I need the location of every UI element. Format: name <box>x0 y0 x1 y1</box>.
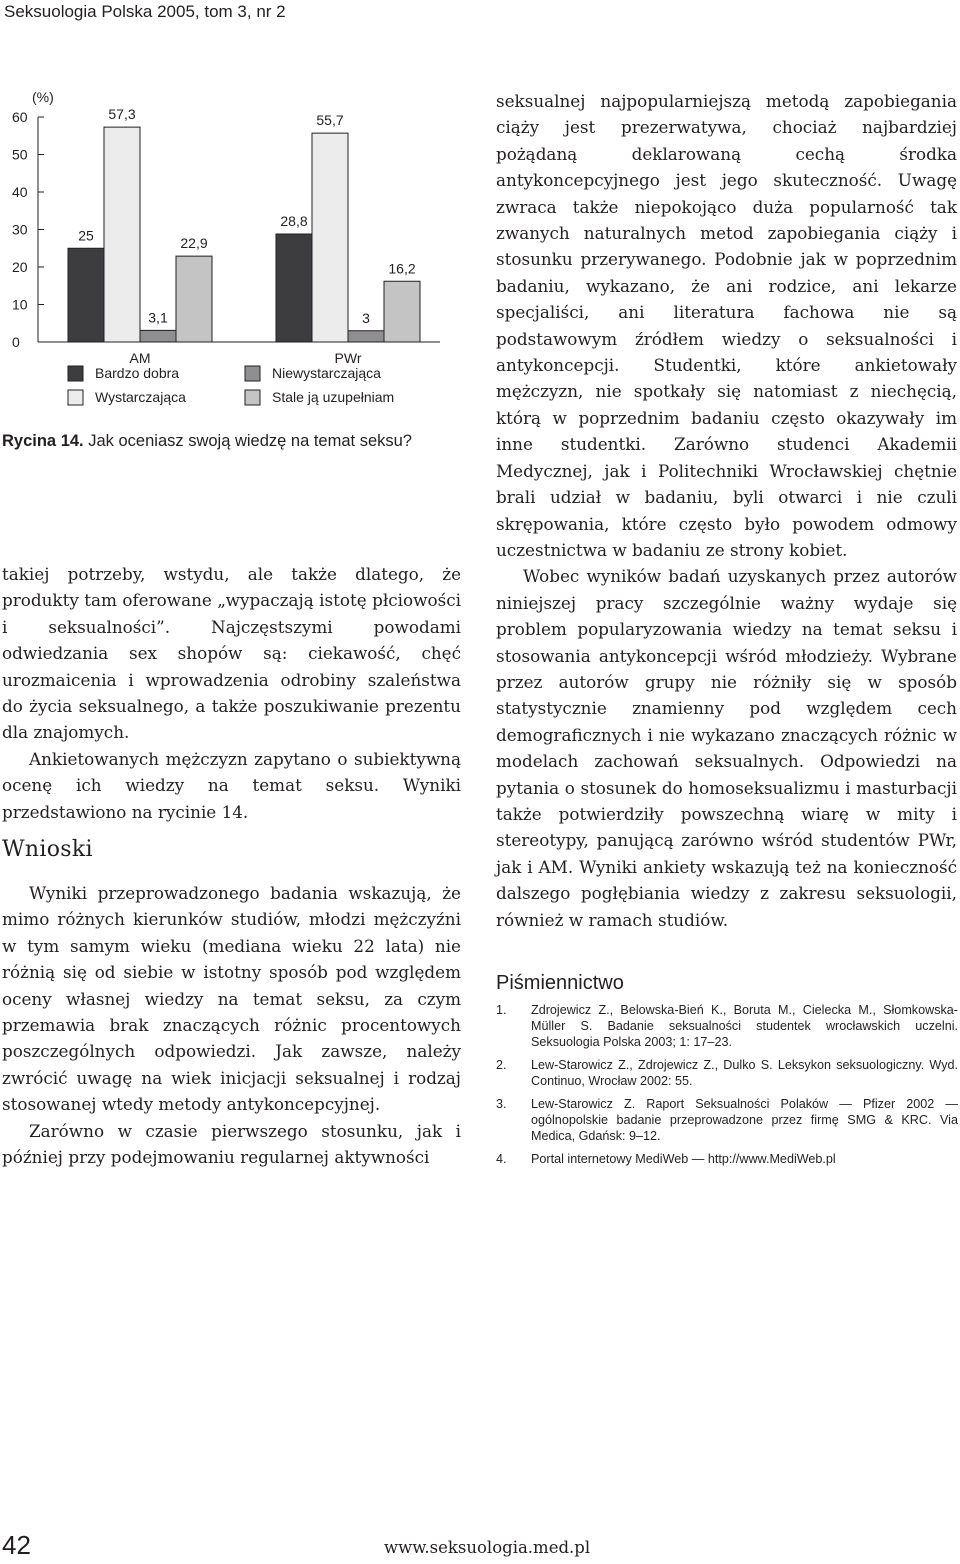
bar <box>312 133 348 342</box>
reference-number: 1. <box>496 1003 507 1017</box>
bar <box>68 248 104 342</box>
reference-text: Zdrojewicz Z., Belowska-Bień K., Boruta M., Cielecka M., Słomkowska-Müller S. Badanie seksualności studentek wrocławskich uczelni. Seksuologia Polska 2003; 1: 17–23. <box>531 1003 958 1049</box>
y-tick-label: 60 <box>12 109 28 125</box>
references-heading: Piśmiennictwo <box>496 972 624 994</box>
figure-caption <box>2 432 412 451</box>
bar-value-label: 55,7 <box>316 112 344 129</box>
reference-item <box>496 1002 958 1050</box>
left-column-top <box>2 561 461 825</box>
reference-text: Portal internetowy MediWeb — http://www.MediWeb.pl <box>531 1152 836 1166</box>
bar-chart <box>0 82 480 422</box>
body-paragraph: Zarówno w czasie pierwszego stosunku, jak i później przy podejmowaniu regularnej aktywności <box>2 1120 461 1168</box>
footer-url[interactable]: www.seksuologia.med.pl <box>384 1538 591 1557</box>
legend-swatch <box>68 366 83 381</box>
bar <box>384 281 420 342</box>
right-column <box>496 88 957 933</box>
body-paragraph: Ankietowanych mężczyzn zapytano o subiektywną ocenę ich wiedzy na temat seksu. Wyniki przedstawiono na rycinie 14. <box>2 748 461 822</box>
body-paragraph: seksualnej najpopularniejszą metodą zapobiegania ciąży jest prezerwatywa, chociaż najbardziej pożądaną deklarowaną cechą środka antykoncepcyjnego jest jego skuteczność. Uwagę zwraca także niepokojąco duża popularność tak zwanych naturalnych metod zapobiegania ciąży i stosunku przerywanego. Podobnie jak w poprzednim badaniu, wykazano, że ani rodzice, ani lekarze specjaliści, ani literatura fachowa nie są podstawowym źródłem wiedzy o seksualności i antykoncepcji. Studentki, które ankietowały mężczyzn, nie spotkały się natomiast z niechęcią, którą w poprzednim badaniu często okazywały im inne studentki. Zarówno studenci Akademii Medycznej, jak i Politechniki Wrocławskiej chętnie brali udział w badaniu, byli otwarci i nie czuli skrępowania, które często było powodem odmowy uczestnictwa w badaniu ze strony kobiet. <box>496 91 957 560</box>
bar <box>176 256 212 342</box>
reference-list <box>496 1002 958 1174</box>
x-category-label: PWr <box>334 350 362 366</box>
section-heading: Wnioski <box>2 837 93 862</box>
y-tick-label: 40 <box>12 184 28 200</box>
y-axis-unit: (%) <box>32 89 54 105</box>
running-head: Seksuologia Polska 2005, tom 3, nr 2 <box>4 2 286 21</box>
bar <box>348 331 384 342</box>
body-paragraph: Wobec wyników badań uzyskanych przez autorów niniejszej pracy szczególnie ważny wydaje się problem popularyzowania wiedzy na temat seksu i stosowania antykoncepcji wśród młodzieży. Wybrane przez autorów grupy nie różniły się w sposób statystycznie znamienny pod względem cech demograficznych i nie wykazano znaczących różnic w modelach zachowań seksualnych. Odpowiedzi na pytania o stosunek do homoseksualizmu i masturbacji także potwierdziły powszechną wiarę w mity i stereotypy, panującą zarówno wśród studentów PWr, jak i AM. Wyniki ankiety wskazują też na konieczność dalszego pogłębiania wiedzy z zakresu seksuologii, również w ramach studiów. <box>496 566 957 930</box>
bar <box>140 330 176 342</box>
bar-value-label: 22,9 <box>180 235 208 252</box>
bar-value-label: 25 <box>78 227 94 244</box>
y-tick-label: 50 <box>12 146 28 163</box>
legend-swatch <box>68 390 83 405</box>
body-paragraph: Wyniki przeprowadzonego badania wskazują, że mimo różnych kierunków studiów, młodzi mężczyźni w tym samym wieku (mediana wieku 22 lata) nie różnią się od siebie w istotny sposób pod względem oceny własnej wiedzy na temat seksu, za czym przemawia brak znaczących różnic procentowych poszczególnych odpowiedzi. Jak zawsze, należy zwrócić uwagę na wiek inicjacji seksualnej i rodzaj stosowanej wtedy metody antykoncepcyjnej. <box>2 883 461 1115</box>
y-tick-label: 10 <box>12 296 28 313</box>
reference-item <box>496 1057 958 1089</box>
reference-text: Lew-Starowicz Z. Raport Seksualności Polaków — Pfizer 2002 — ogólnopolskie badanie przeprowadzone przez firmę SMG & KRC. Via Medica, Gdańsk: 9–12. <box>531 1097 958 1143</box>
legend-label: Wystarczająca <box>95 389 186 405</box>
reference-number: 3. <box>496 1097 507 1111</box>
body-paragraph: takiej potrzeby, wstydu, ale także dlatego, że produkty tam oferowane „wypaczają istotę płciowości i seksualności”. Najczęstszymi powodami odwiedzania sex shopów są: ciekawość, chęć urozmaicenia i wprowadzenia odrobiny szaleństwa do życia seksualnego, a także poszukiwanie prezentu dla znajomych. <box>2 564 461 743</box>
bar-value-label: 3 <box>362 309 370 326</box>
y-tick-label: 30 <box>12 221 28 238</box>
caption-text: Jak oceniasz swoją wiedzę na temat seksu? <box>88 432 412 450</box>
bar-value-label: 16,2 <box>388 260 416 277</box>
bar-value-label: 3,1 <box>148 309 168 326</box>
legend-swatch <box>245 390 260 405</box>
x-category-label: AM <box>129 350 151 366</box>
bar-value-label: 57,3 <box>108 106 136 123</box>
reference-number: 4. <box>496 1152 507 1166</box>
page-number: 42 <box>2 1530 31 1560</box>
legend-swatch <box>245 366 260 381</box>
y-tick-label: 20 <box>12 259 28 275</box>
legend-label: Niewystarczająca <box>272 365 381 381</box>
reference-text: Lew-Starowicz Z., Zdrojewicz Z., Dulko S. Leksykon seksuologiczny. Wyd. Continuo, Wrocław 2002: 55. <box>531 1058 958 1088</box>
bar-value-label: 28,8 <box>280 213 308 229</box>
legend-label: Stale ją uzupełniam <box>272 389 395 405</box>
bar <box>276 234 312 342</box>
bar <box>104 127 140 342</box>
reference-number: 2. <box>496 1058 507 1072</box>
y-tick-label: 0 <box>12 334 20 350</box>
reference-item <box>496 1151 958 1167</box>
left-column-bottom <box>2 880 461 1170</box>
reference-item <box>496 1096 958 1144</box>
legend-label: Bardzo dobra <box>95 365 180 381</box>
caption-label: Rycina 14. <box>2 432 84 450</box>
